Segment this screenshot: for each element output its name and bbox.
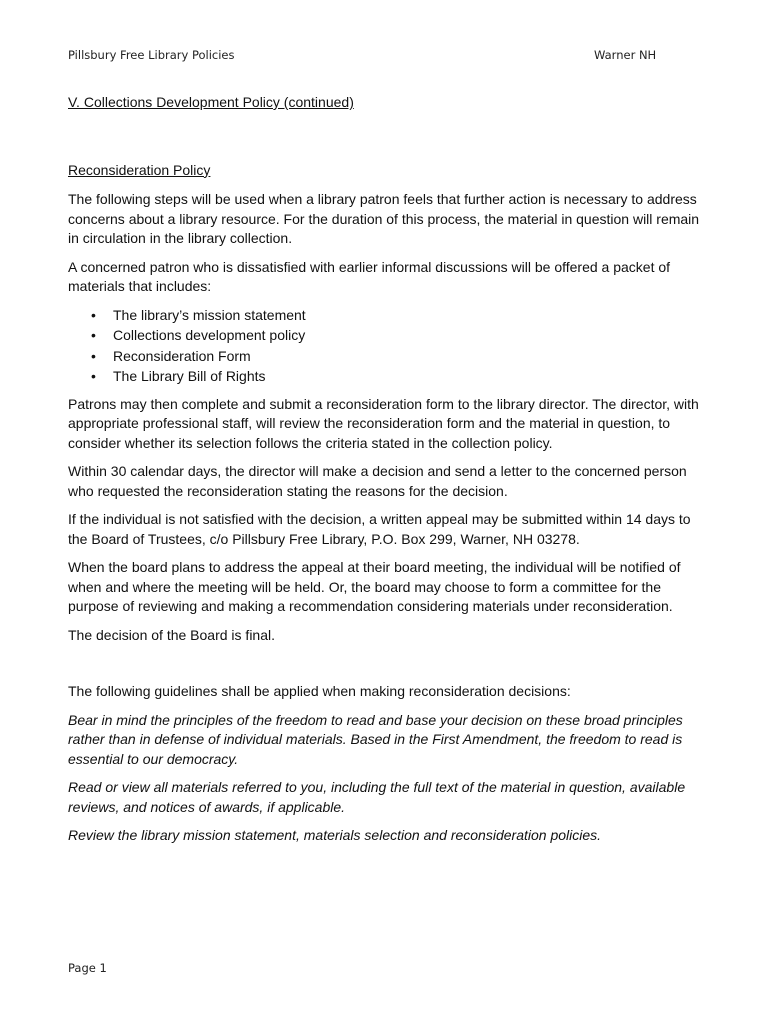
- guideline-item: Review the library mission statement, materials selection and reconsideration policies.: [68, 827, 602, 843]
- paragraph-board-meeting: When the board plans to address the appeal at their board meeting, the individual will be notified of when and where the meeting will be held. Or, the board may choose to form a committee for the purpose of reviewing and making a recommendation considering materials under reconsideration.: [68, 559, 681, 614]
- paragraph-appeal: If the individual is not satisfied with the decision, a written appeal may be submitted within 14 days to the Board of Trustees, c/o Pillsbury Free Library, P.O. Box 299, Warner, NH 03278.: [68, 511, 691, 547]
- list-item: • Collections development policy: [113, 326, 708, 346]
- guidelines-intro: The following guidelines shall be applied when making reconsideration decisions:: [68, 683, 571, 699]
- page-title: V. Collections Development Policy (continued): [68, 94, 354, 110]
- paragraph-steps: The following steps will be used when a library patron feels that further action is necessary to address concerns about a library resource. For the duration of this process, the material in question will remain in circulation in the library collection.: [68, 191, 700, 246]
- guideline-item: Bear in mind the principles of the freedom to read and base your decision on these broad principles rather than in defense of individual materials. Based in the First Amendment, the freedom to read is essential to our democracy.: [68, 711, 683, 767]
- header-location: Warner NH: [594, 48, 657, 62]
- header-library-name: Pillsbury Free Library Policies: [68, 48, 235, 62]
- paragraph-submit-form: Patrons may then complete and submit a reconsideration form to the library director. The director, with appropriate professional staff, will review the reconsideration form and the material in question, to consider whether its selection follows the criteria stated in the collection policy.: [68, 395, 699, 451]
- paragraph-final: The decision of the Board is final.: [68, 626, 276, 643]
- paragraph-packet: A concerned patron who is dissatisfied with earlier informal discussions will be offered a packet of materials that includes:: [68, 258, 671, 294]
- guideline-item: Read or view all materials referred to you, including the full text of the material in question, available reviews, and notices of awards, if applicable.: [68, 779, 686, 815]
- paragraph-decision: Within 30 calendar days, the director will make a decision and send a letter to the concerned person who requested the reconsideration stating the reasons for the decision.: [68, 463, 687, 499]
- page-number: Page 1: [68, 961, 107, 975]
- list-item: • The Library Bill of Rights: [113, 367, 708, 387]
- list-item: • Reconsideration Form: [113, 347, 708, 367]
- list-item: • The library’s mission statement: [113, 306, 708, 326]
- section-heading: Reconsideration Policy: [68, 161, 211, 178]
- packet-list: [68, 306, 708, 387]
- spacer: [68, 654, 708, 682]
- document-body: [68, 93, 708, 855]
